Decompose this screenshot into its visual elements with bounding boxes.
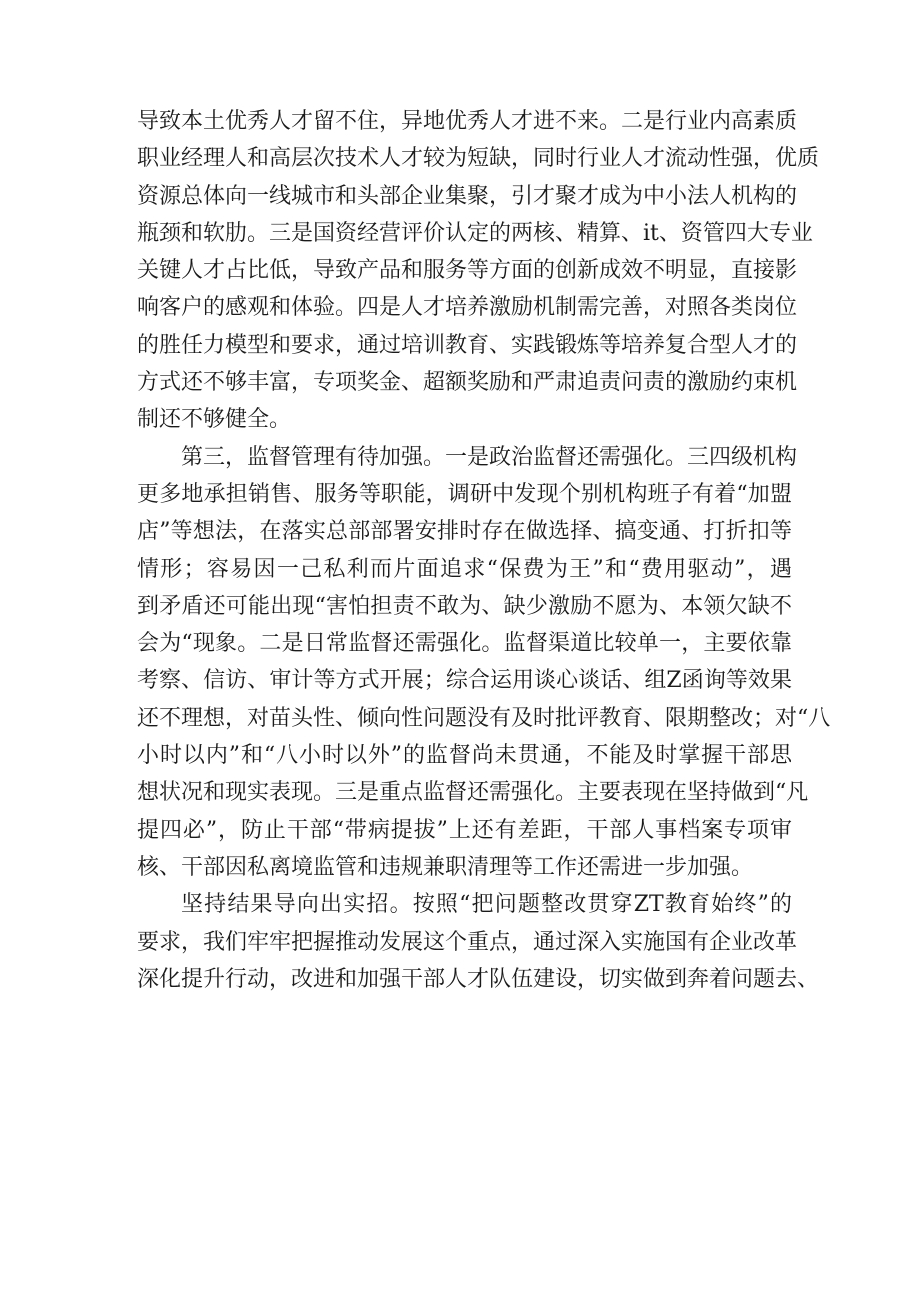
paragraph-line: 会为“现象。二是日常监督还需强化。监督渠道比较单一，主要依靠 — [137, 631, 792, 657]
paragraph-line: 响客户的感观和体验。四是人才培养激励机制需完善，对照各类岗位 — [137, 295, 798, 321]
paragraph-line: 想状况和现实表现。三是重点监督还需强化。主要表现在坚持做到“凡 — [137, 780, 809, 806]
paragraph-line: 职业经理人和高层次技术人才较为短缺，同时行业人才流动性强，优质 — [137, 146, 820, 172]
paragraph-line: 到矛盾还可能出现“害怕担责不敢为、缺少激励不愿为、本领欠缺不 — [137, 593, 792, 619]
paragraph — [137, 103, 820, 439]
paragraph — [137, 439, 831, 887]
paragraph-line: 更多地承担销售、服务等职能，调研中发现个别机构班子有着“加盟 — [137, 481, 792, 507]
paragraph-line: 情形；容易因一己私利而片面追求“保费为王”和“费用驱动”，遇 — [137, 556, 792, 582]
paragraph-line: 坚持结果导向出实招。按照“把问题整改贯穿ZT教育始终”的 — [181, 892, 792, 918]
paragraph — [137, 886, 820, 998]
paragraph-line: 导致本土优秀人才留不住，异地优秀人才进不来。二是行业内高素质 — [137, 109, 798, 134]
paragraph-line: 瓶颈和软肋。三是国资经营评价认定的两核、精算、it、资管四大专业 — [137, 220, 813, 246]
paragraph-line: 提四必”，防止干部“带病提拔”上还有差距，干部人事档案专项审 — [137, 817, 792, 843]
paragraph-line: 店”等想法，在落实总部部署安排时存在做选择、搞变通、打折扣等 — [137, 519, 792, 545]
paragraph-line: 要求，我们牢牢把握推动发展这个重点，通过深入实施国有企业改革 — [137, 929, 798, 955]
paragraph-line: 资源总体向一线城市和头部企业集聚，引才聚才成为中小法人机构的 — [137, 183, 798, 209]
paragraph-line: 关键人才占比低，导致产品和服务等方面的创新成效不明显，直接影 — [137, 258, 798, 284]
paragraph-line: 小时以内”和“八小时以外”的监督尚未贯通，不能及时掌握干部思 — [137, 743, 792, 769]
paragraph-line: 考察、信访、审计等方式开展；综合运用谈心谈话、组Z函询等效果 — [137, 668, 792, 694]
paragraph-line: 第三，监督管理有待加强。一是政治监督还需强化。三四级机构 — [181, 444, 798, 470]
paragraph-line: 深化提升行动，改进和加强干部人才队伍建设，切实做到奔着问题去、 — [137, 966, 820, 992]
document-body — [137, 103, 831, 998]
paragraph-line: 核、干部因私离境监管和违规兼职清理等工作还需进一步加强。 — [137, 854, 754, 880]
paragraph-line: 方式还不够丰富，专项奖金、超额奖励和严肃追责问责的激励约束机 — [137, 370, 798, 396]
paragraph-line: 还不理想，对苗头性、倾向性问题没有及时批评教育、限期整改；对“八 — [137, 705, 831, 731]
paragraph-line: 的胜任力模型和要求，通过培训教育、实践锻炼等培养复合型人才的 — [137, 332, 798, 358]
paragraph-line: 制还不够健全。 — [137, 407, 292, 433]
